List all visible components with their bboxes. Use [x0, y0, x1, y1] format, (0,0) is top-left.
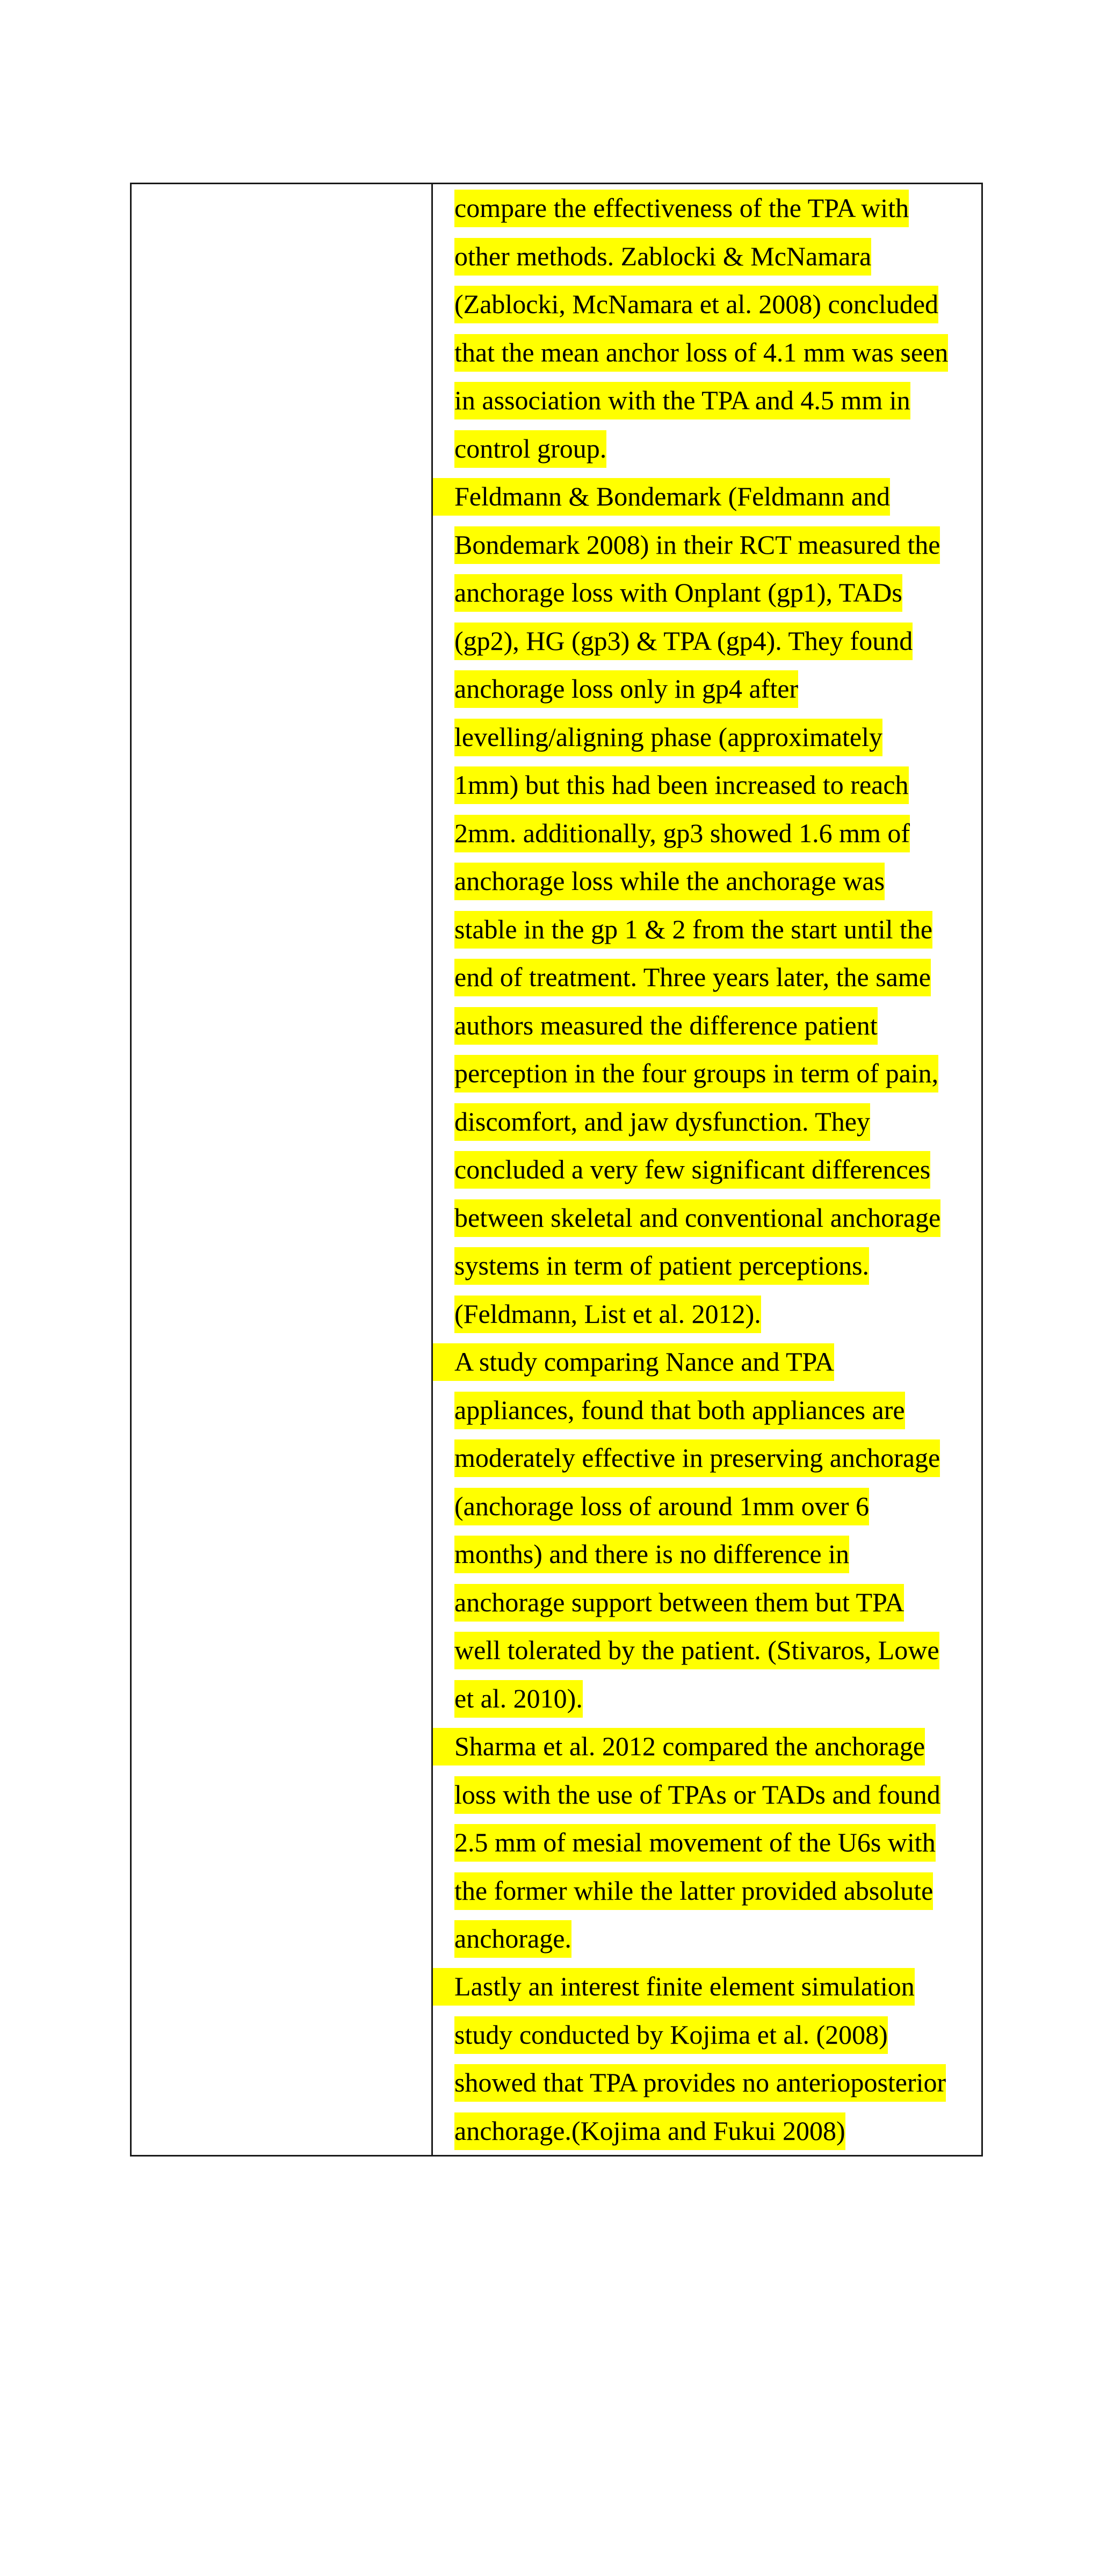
- text-line: concluded a very few significant differences: [433, 1146, 971, 1194]
- text-line: 1mm) but this had been increased to reach: [433, 761, 971, 809]
- paragraph-sharma-study: [433, 1723, 971, 1963]
- text-line: systems in term of patient perceptions.: [433, 1242, 971, 1290]
- text-line: 2mm. additionally, gp3 showed 1.6 mm of: [433, 809, 971, 858]
- table-right-cell: [433, 184, 981, 2155]
- text-line: months) and there is no difference in: [433, 1530, 971, 1579]
- text-line: loss with the use of TPAs or TADs and found: [433, 1771, 971, 1819]
- text-line: perception in the four groups in term of pain,: [433, 1050, 971, 1098]
- text-line: (anchorage loss of around 1mm over 6: [433, 1482, 971, 1531]
- text-line: showed that TPA provides no anterioposterior: [433, 2059, 971, 2107]
- table-left-cell: [132, 184, 431, 2155]
- text-line: Feldmann & Bondemark (Feldmann and: [433, 473, 971, 521]
- text-line: A study comparing Nance and TPA: [433, 1338, 971, 1386]
- text-line: moderately effective in preserving anchorage: [433, 1434, 971, 1482]
- text-line: Bondemark 2008) in their RCT measured the: [433, 521, 971, 569]
- text-line: levelling/aligning phase (approximately: [433, 713, 971, 762]
- text-line: other methods. Zablocki & McNamara: [433, 233, 971, 281]
- text-line: end of treatment. Three years later, the same: [433, 953, 971, 1002]
- text-line: (Zablocki, McNamara et al. 2008) concluded: [433, 280, 971, 329]
- text-line: (gp2), HG (gp3) & TPA (gp4). They found: [433, 617, 971, 665]
- text-line: 2.5 mm of mesial movement of the U6s with: [433, 1819, 971, 1867]
- text-line: study conducted by Kojima et al. (2008): [433, 2011, 971, 2059]
- text-line: anchorage loss only in gp4 after: [433, 665, 971, 713]
- paragraph-nance-tpa-study: [433, 1338, 971, 1723]
- text-line: compare the effectiveness of the TPA with: [433, 184, 971, 233]
- text-line: Lastly an interest finite element simulation: [433, 1963, 971, 2011]
- text-line: et al. 2010).: [433, 1675, 971, 1723]
- text-line: Sharma et al. 2012 compared the anchorage: [433, 1723, 971, 1771]
- text-line: anchorage.: [433, 1915, 971, 1963]
- text-line: appliances, found that both appliances are: [433, 1386, 971, 1435]
- text-line: authors measured the difference patient: [433, 1002, 971, 1050]
- text-line: stable in the gp 1 & 2 from the start until the: [433, 906, 971, 954]
- document-table: [130, 183, 983, 2157]
- text-line: between skeletal and conventional anchorage: [433, 1194, 971, 1242]
- text-line: anchorage loss with Onplant (gp1), TADs: [433, 569, 971, 617]
- paragraph-feldmann-bondemark: [433, 473, 971, 1338]
- text-line: the former while the latter provided absolute: [433, 1867, 971, 1915]
- text-line: discomfort, and jaw dysfunction. They: [433, 1098, 971, 1146]
- text-line: well tolerated by the patient. (Stivaros, Lowe: [433, 1626, 971, 1675]
- text-line: anchorage.(Kojima and Fukui 2008): [433, 2107, 971, 2155]
- text-line: anchorage support between them but TPA: [433, 1579, 971, 1627]
- paragraph-kojima-study: [433, 1963, 971, 2155]
- paragraph-tpa-comparison: [433, 184, 971, 473]
- text-line: that the mean anchor loss of 4.1 mm was seen: [433, 329, 971, 377]
- text-line: anchorage loss while the anchorage was: [433, 857, 971, 906]
- text-line: control group.: [433, 425, 971, 473]
- text-line: in association with the TPA and 4.5 mm in: [433, 377, 971, 425]
- text-line: (Feldmann, List et al. 2012).: [433, 1290, 971, 1338]
